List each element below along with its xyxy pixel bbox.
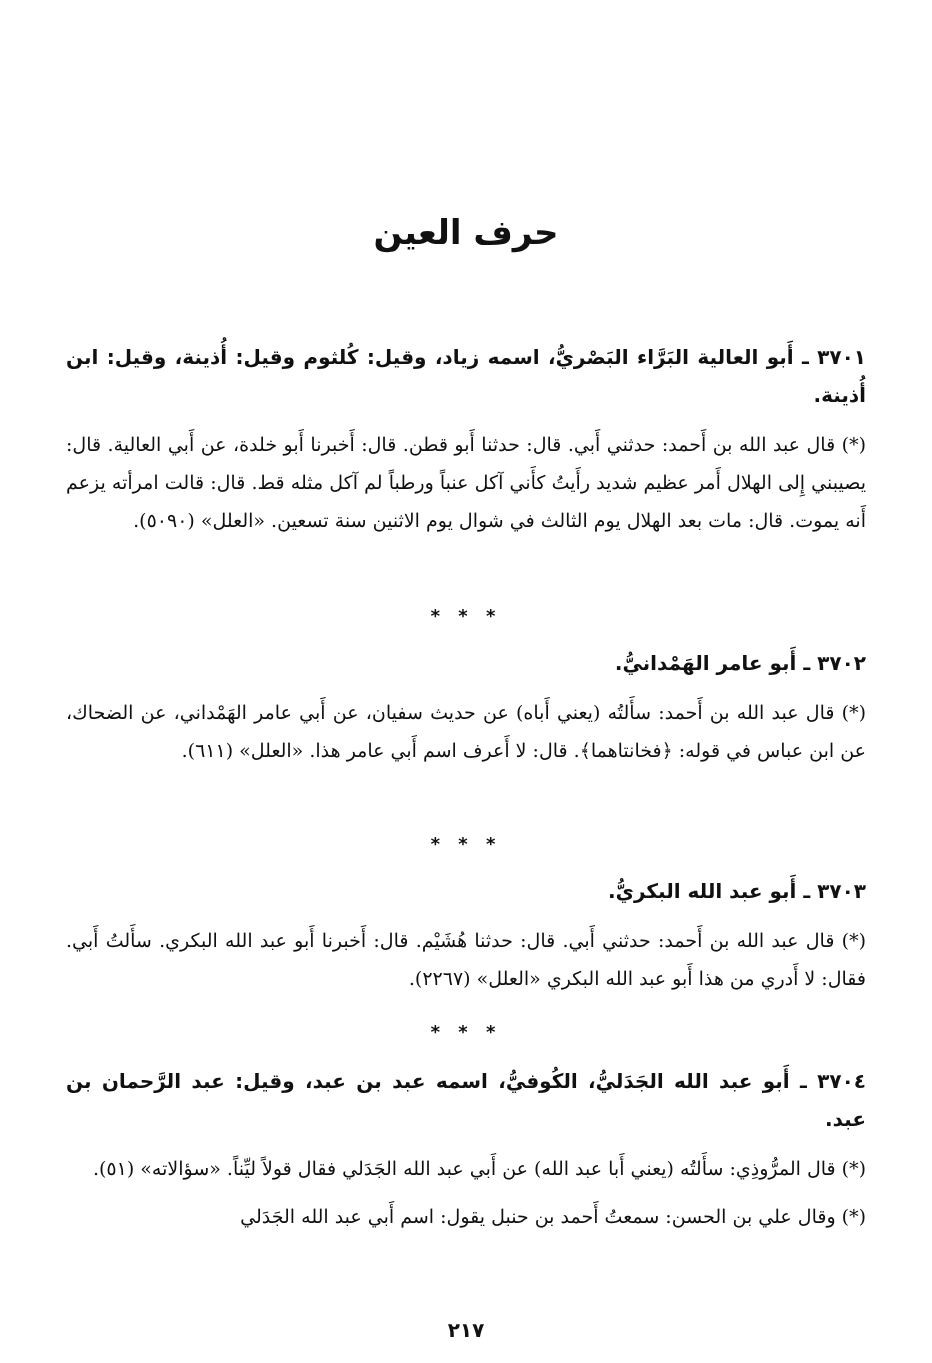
entry-paragraph: (*) قال عبد الله بن أَحمد: حدثني أَبي. قال: حدثنا أَبو قطن. قال: أَخبرنا أَبو خلدة، عن أَبي العالية. قال: يصيبني إِلى الهلال أَمر عظيم شديد رأَيتُ كأَني آكل عنباً ورطباً لم آكل مثله قط. قال: قالت امرأته يزعم أَنه يموت. قال: مات بعد الهلال يوم الثالث في شوال يوم الاثنين سنة تسعين. «العلل» (٥٠٩٠). [66, 434, 866, 532]
entry-heading: ٣٧٠١ ـ أَبو العالية البَرَّاء البَصْريُّ، اسمه زياد، وقيل: كُلثوم وقيل: أُذينة، وقيل: ابن أُذينة. [66, 345, 866, 407]
chapter-title: حرف العين [373, 213, 559, 253]
page-number: ٢١٧ [447, 1318, 485, 1342]
entry-3701 [66, 338, 866, 540]
entry-heading: ٣٧٠٣ ـ أَبو عبد الله البكريُّ. [608, 879, 866, 903]
entry-paragraph: (*) قال عبد الله بن أَحمد: سأَلتُه (يعني أَباه) عن حديث سفيان، عن أَبي عامر الهَمْداني، عن الضحاك، عن ابن عباس في قوله: ﴿فخانتاهما﴾. قال: لا أَعرف اسم أَبي عامر هذا. «العلل» (٦١١). [66, 702, 866, 762]
section-separator: * * * [430, 606, 502, 627]
entry-3703 [66, 872, 866, 998]
entry-paragraph: (*) قال المرُّوذِي: سأَلتُه (يعني أَبا عبد الله) عن أَبي عبد الله الجَدَلي فقال قولاً ليِّناً. «سؤالاته» (٥١). [92, 1158, 866, 1180]
section-separator: * * * [430, 1022, 502, 1043]
entry-paragraph: (*) وقال علي بن الحسن: سمعتُ أَحمد بن حنبل يقول: اسم أَبي عبد الله الجَدَلي [240, 1206, 866, 1228]
entry-paragraph: (*) قال عبد الله بن أَحمد: حدثني أَبي. قال: حدثنا هُشَيْم. قال: أَخبرنا أَبو عبد الله البكري. سأَلتُ أَبي. فقال: لا أَدري من هذا أَبو عبد الله البكري «العلل» (٢٢٦٧). [66, 930, 866, 990]
entry-3702 [66, 644, 866, 770]
entry-3704 [66, 1062, 866, 1236]
entry-heading: ٣٧٠٤ ـ أَبو عبد الله الجَدَليُّ، الكُوفيُّ، اسمه عبد بن عبد، وقيل: عبد الرَّحمان بن عبد. [66, 1069, 866, 1131]
section-separator: * * * [430, 834, 502, 855]
entry-heading: ٣٧٠٢ ـ أَبو عامر الهَمْدانيُّ. [614, 651, 866, 675]
